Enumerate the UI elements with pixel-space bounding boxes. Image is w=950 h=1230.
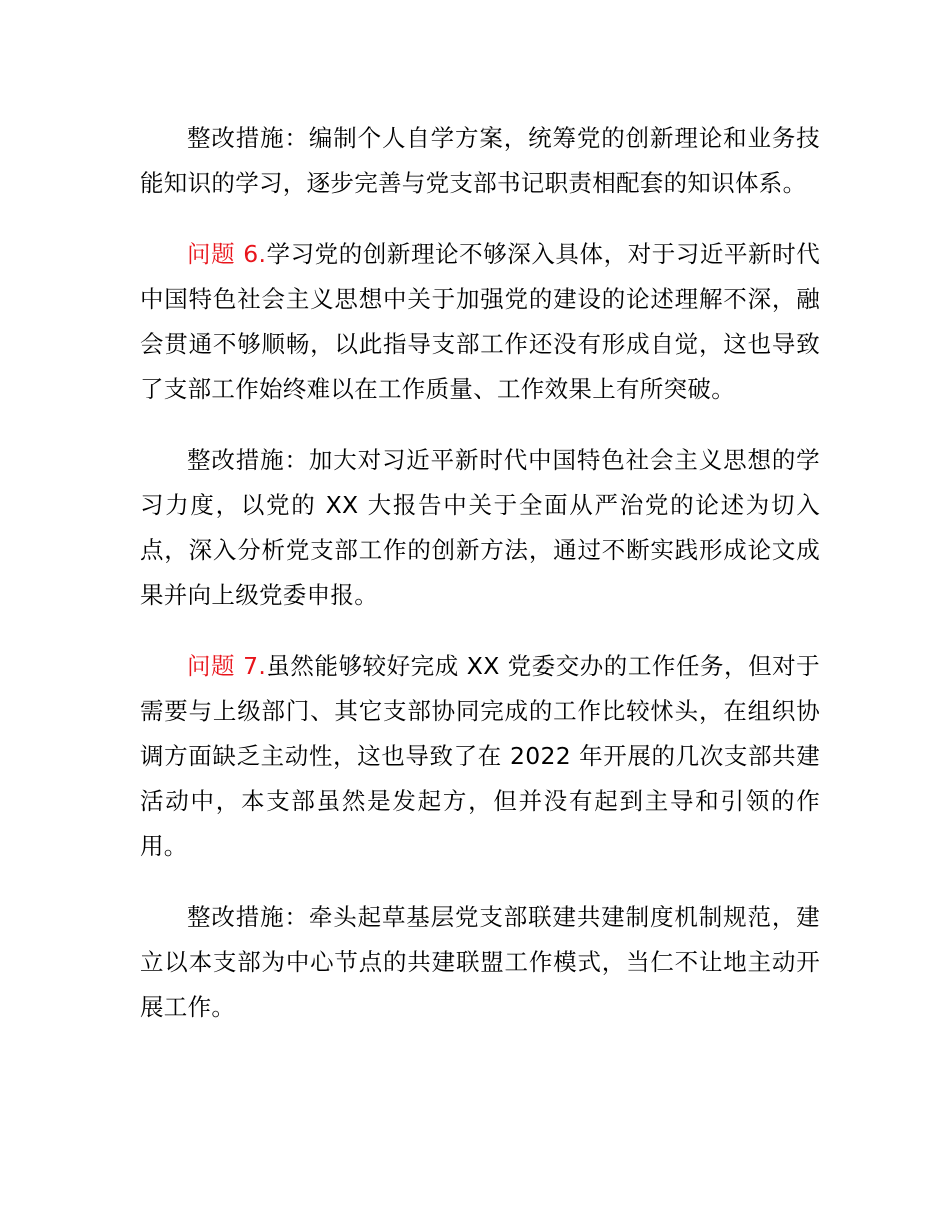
- document-page: [140, 116, 820, 1056]
- paragraph-measure-1: [140, 116, 820, 206]
- paragraph-3-text: 整改措施：加大对习近平新时代中国特色社会主义思想的学习力度，以党的 XX 大报告中关于全面从严治党的论述为切入点，深入分析党支部工作的创新方法，通过不断实践形成论文成果并向上级党委申报。: [140, 446, 820, 609]
- problem-6-label: 问题 6.: [187, 240, 267, 268]
- paragraph-measure-3: [140, 895, 820, 1030]
- problem-6-text: 学习党的创新理论不够深入具体，对于习近平新时代中国特色社会主义思想中关于加强党的建设的论述理解不深，融会贯通不够顺畅，以此指导支部工作还没有形成自觉，这也导致了支部工作始终难以在工作质量、工作效果上有所突破。: [140, 240, 820, 403]
- paragraph-measure-2: [140, 438, 820, 618]
- paragraph-1-text: 整改措施：编制个人自学方案，统筹党的创新理论和业务技能知识的学习，逐步完善与党支部书记职责相配套的知识体系。: [140, 124, 820, 197]
- problem-7-text: 虽然能够较好完成 XX 党委交办的工作任务，但对于需要与上级部门、其它支部协同完成的工作比较怵头，在组织协调方面缺乏主动性，这也导致了在 2022 年开展的几次支部共建活动中，本支部虽然是发起方，但并没有起到主导和引领的作用。: [140, 652, 820, 860]
- problem-7-label: 问题 7.: [187, 652, 267, 680]
- paragraph-problem-6: [140, 232, 820, 412]
- paragraph-problem-7: [140, 644, 820, 869]
- paragraph-5-text: 整改措施：牵头起草基层党支部联建共建制度机制规范，建立以本支部为中心节点的共建联盟工作模式，当仁不让地主动开展工作。: [140, 903, 820, 1021]
